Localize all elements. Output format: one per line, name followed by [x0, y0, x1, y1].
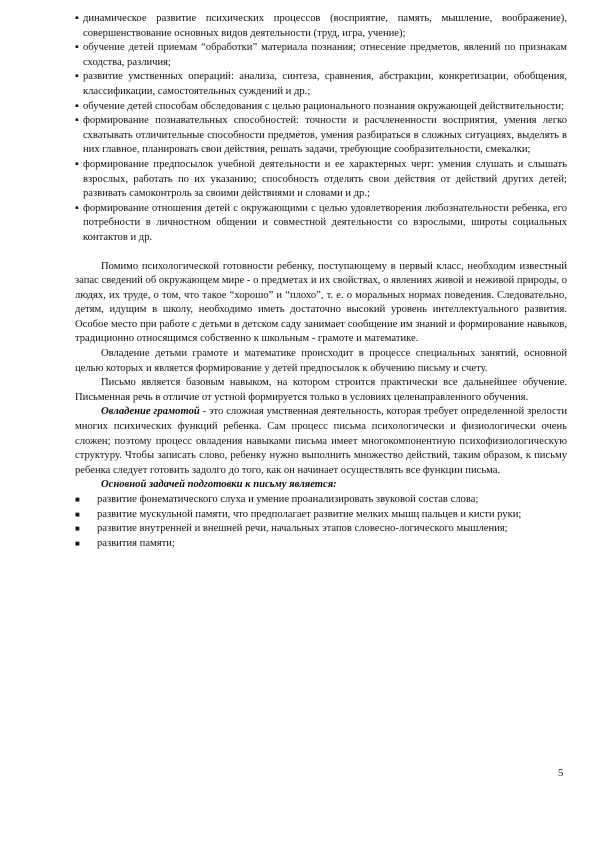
list-item [75, 100, 567, 115]
spacer [75, 246, 567, 260]
list-item [75, 12, 567, 41]
tasks-list [75, 493, 567, 551]
paragraph-writing: Письмо является базовым навыком, на котором строится практически все дальнейшее обучение. Письменная речь в отличие от устной формируется только в условиях целенаправленного обучения. [75, 377, 567, 403]
square-bullet-icon: ■ [75, 538, 80, 548]
list-item-text: обучение детей приемам “обработки” материала познания; отнесение предметов, явлений по признакам сходства, различия; [83, 42, 567, 68]
list-item-text: развитие умственных операций: анализа, синтеза, сравнения, абстракции, конкретизации, обобщения, классификации, самостоятельных суждений и др.; [83, 71, 567, 97]
bullet-icon: ▪ [75, 13, 79, 24]
page-content [75, 12, 567, 551]
paragraph-knowledge: Помимо психологической готовности ребенку, поступающему в первый класс, необходим известный запас сведений об окружающем мире - о предметах и их свойствах, о явлениях живой и неживой природы, о людях, их труде, о том, что такое “хорошо” и “плохо”, т. е. о моральных нормах поведения. Следовательно, детям, идущим в школу, необходимо иметь достаточно высокий уровень интеллектуального развития. Особое место при работе с детьми в детском саду занимает сообщение им знаний и формирование навыков, традиционно относящимся собственно к школьным - грамоте и математике. [75, 260, 567, 345]
list-item [75, 114, 567, 158]
bullet-icon: ▪ [75, 115, 79, 127]
bullet-icon: ▪ [75, 202, 79, 214]
list-item-text: развитие мускульной памяти, что предполагает развитие мелких мышц пальцев и кисти руки; [97, 508, 522, 520]
paragraph-mastery-text: - это сложная умственная деятельность, которая требует определенной зрелости многих психических функций ребенка. Сам процесс письма психологически и физиологически очень сложен; поэтому процесс овладения навыками письма имеет многокомпонентную психофизиологическую структуру. Чтобы записать слово, ребенку нужно выполнить множество действий, таким образом, к письму ребенка следует готовить задолго до того, как он начинает осуществлять все функции письма. [75, 406, 568, 476]
bullet-icon: ▪ [75, 71, 79, 83]
list-item [75, 70, 567, 99]
list-item [75, 41, 567, 70]
list-item-text: динамическое развитие психических процессов (восприятие, память, мышление, воображение), совершенствование основных видов деятельности (труд, игра, учение); [83, 13, 567, 39]
list-item-text: обучение детей способам обследования с целью рационального познания окружающей действительности; [83, 100, 565, 112]
list-item-text: развитие внутренней и внешней речи, начальных этапов словесно-логического мышления; [97, 523, 508, 535]
list-item-text: формирование познавательных способностей: точности и расчлененности восприятия, умения легко схватывать отличительные способности предметов, умения разбираться в сложных ситуациях, выделять в них главное, планировать свои действия, решать задачи, требующие сообразительности, смекалки; [83, 115, 567, 156]
bullet-icon: ▪ [75, 158, 79, 170]
term-highlight: Овладение грамотой [101, 406, 200, 418]
task-heading: Основной задачей подготовки к письму является: [101, 479, 337, 491]
list-item-text: формирование отношения детей с окружающими с целью удовлетворения любознательности ребенка, его потребности в личностном общении и совместной деятельности со взрослыми, широты социальных контактов и др. [83, 202, 567, 243]
paragraph-literacy: Овладение детьми грамоте и математике происходит в процессе специальных занятий, основной целью которых и является формирование у детей предпосылок к обучению письму и счету. [75, 348, 567, 374]
square-bullet-icon: ■ [75, 524, 80, 534]
page-number: 5 [558, 768, 564, 779]
bullet-icon: ▪ [75, 42, 79, 54]
list-item [75, 202, 567, 246]
list-item [75, 522, 567, 537]
goals-list [75, 12, 567, 246]
list-item [75, 158, 567, 202]
square-bullet-icon: ■ [75, 495, 80, 504]
list-item-text: развитие фонематического слуха и умение проанализировать звуковой состав слова; [97, 494, 479, 505]
list-item [75, 508, 567, 523]
square-bullet-icon: ■ [75, 509, 80, 519]
list-item [75, 493, 567, 508]
list-item [75, 537, 567, 552]
bullet-icon: ▪ [75, 100, 79, 112]
list-item-text: формирование предпосылок учебной деятельности и ее характерных черт: умения слушать и слышать взрослых, работать по их указанию; способность отделять свои действия от действий других детей; развивать самоконтроль за своими действиями и словами и др.; [83, 158, 567, 200]
list-item-text: развития памяти; [97, 537, 175, 549]
paragraph-mastery [75, 405, 567, 478]
